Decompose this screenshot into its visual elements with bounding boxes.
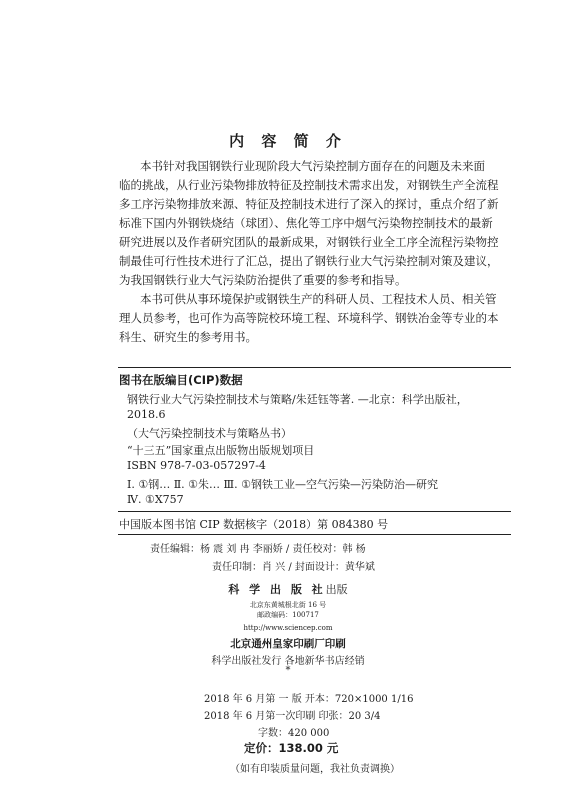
publisher-name-text: 科 学 出 版 社: [228, 583, 326, 596]
summary-line: 多工序污染物排放来源、特征及控制技术进行了深入的探讨，重点介绍了新: [119, 197, 499, 211]
cip-line: 2018.6: [127, 408, 166, 421]
publisher-address: 北京东黄城根北街 16 号: [249, 601, 327, 609]
publisher-postcode: 邮政编码：100717: [257, 611, 319, 619]
edition-line: 2018 年 6 月第 一 版 开本：720×1000 1/16: [204, 694, 414, 705]
cip-bottom-rule: [118, 534, 511, 535]
cip-line: （大气污染控制技术与策略丛书）: [127, 427, 292, 440]
credits-editors: 责任编辑：杨 震 刘 冉 李丽娇 / 责任校对：韩 杨: [150, 544, 366, 555]
price: 定价：138.00 元: [244, 741, 339, 755]
summary-line: 制最佳可行性技术进行了汇总，提出了钢铁行业大气污染控制对策及建议，: [119, 254, 499, 268]
summary-line: 研究进展以及作者研究团队的最新成果，对钢铁行业全工序全流程污染物控: [119, 235, 499, 249]
publisher-suffix: 出版: [325, 583, 348, 596]
cip-record-number: 中国版本图书馆 CIP 数据核字（2018）第 084380 号: [119, 518, 389, 531]
separator-star: *: [285, 665, 291, 676]
printer-name: 北京通州皇家印刷厂印刷: [230, 638, 346, 650]
cip-line: 钢铁行业大气污染控制技术与策略/朱廷钰等著. —北京：科学出版社，: [127, 393, 468, 406]
printing-line: 2018 年 6 月第一次印刷 印张：20 3/4: [204, 711, 381, 722]
cip-line: Ⅳ. ①X757: [127, 493, 184, 506]
distribution-line: 科学出版社发行 各地新华书店经销: [211, 656, 365, 667]
cip-mid-rule: [118, 511, 511, 512]
publisher-name: [0, 581, 576, 597]
cip-line: ISBN 978-7-03-057297-4: [127, 459, 266, 472]
cip-heading: 图书在版编目(CIP)数据: [119, 373, 243, 387]
cip-line: “十三五”国家重点出版物出版规划项目: [127, 444, 315, 457]
summary-line: 标准下国内外钢铁烧结（球团）、焦化等工序中烟气污染物控制技术的最新: [119, 216, 493, 230]
cip-line: Ⅰ. ①钢… Ⅱ. ①朱… Ⅲ. ①钢铁工业—空气污染—污染防治—研究: [127, 478, 438, 491]
summary-line: 本书针对我国钢铁行业现阶段大气污染控制方面存在的问题及未来面: [140, 159, 485, 173]
summary-line: 本书可供从事环境保护或钢铁生产的科研人员、工程技术人员、相关管: [140, 292, 497, 306]
summary-line: 科生、研究生的参考用书。: [119, 330, 257, 344]
summary-line: 理人员参考，也可作为高等院校环境工程、环境科学、钢铁冶金等专业的本: [119, 311, 499, 325]
credits-production: 责任印制：肖 兴 / 封面设计：黄华斌: [212, 562, 375, 573]
summary-line: 临的挑战，从行业污染物排放特征及控制技术需求出发，对钢铁生产全流程: [119, 178, 499, 192]
replacement-note: （如有印装质量问题，我社负责调换）: [230, 764, 400, 775]
publisher-website: http://www.sciencep.com: [243, 624, 333, 632]
summary-line: 为我国钢铁行业大气污染防治提供了重要的参考和指导。: [119, 273, 407, 287]
word-count: 字数：420 000: [258, 728, 330, 739]
summary-title: 内 容 简 介: [229, 132, 347, 150]
cip-top-rule: [118, 367, 511, 368]
